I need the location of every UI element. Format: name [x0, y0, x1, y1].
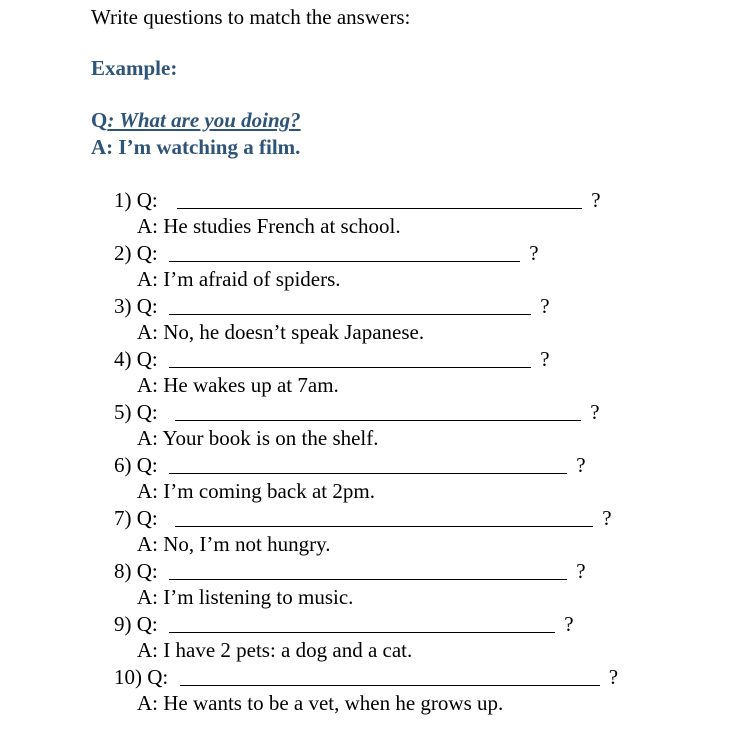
question-number: 4) Q:: [114, 347, 158, 371]
question-mark: ?: [540, 347, 550, 371]
question-line: [114, 452, 586, 478]
question-number: 3) Q:: [114, 294, 158, 318]
exercise-item: [114, 558, 734, 611]
question-line: [114, 240, 539, 266]
answer-text: A: He wakes up at 7am.: [137, 373, 339, 397]
example-q-text: : What are you doing?: [107, 108, 301, 132]
exercise-item: [114, 187, 734, 240]
exercise-item: [114, 293, 734, 346]
answer-text: A: I’m afraid of spiders.: [137, 267, 341, 291]
answer-text: A: No, I’m not hungry.: [137, 532, 331, 556]
question-number: 2) Q:: [114, 241, 158, 265]
answer-text: A: He studies French at school.: [137, 214, 401, 238]
question-mark: ?: [602, 506, 612, 530]
answer-blank[interactable]: [175, 506, 593, 527]
question-number: 6) Q:: [114, 453, 158, 477]
example-answer: A: I’m watching a film.: [91, 135, 301, 159]
exercise-item: [114, 505, 734, 558]
answer-blank[interactable]: [169, 347, 531, 368]
question-mark: ?: [540, 294, 550, 318]
question-number: 1) Q:: [114, 188, 158, 212]
answer-blank[interactable]: [169, 241, 520, 262]
answer-text: A: I’m coming back at 2pm.: [137, 479, 375, 503]
question-line: [114, 558, 586, 584]
answer-text: A: Your book is on the shelf.: [137, 426, 379, 450]
exercise-item: [114, 399, 734, 452]
question-line: [114, 611, 574, 637]
question-number: 8) Q:: [114, 559, 158, 583]
question-line: [114, 187, 601, 213]
exercise-item: [114, 611, 734, 664]
exercise-item: [114, 452, 734, 505]
question-line: [114, 399, 600, 425]
answer-text: A: He wants to be a vet, when he grows up.: [137, 691, 504, 715]
question-line: [114, 505, 612, 531]
answer-blank[interactable]: [169, 294, 531, 315]
question-mark: ?: [576, 559, 586, 583]
exercise-item: [114, 346, 734, 399]
answer-blank[interactable]: [180, 665, 600, 686]
question-mark: ?: [576, 453, 586, 477]
question-number: 9) Q:: [114, 612, 158, 636]
example-q-prefix: Q: [91, 108, 108, 132]
question-number: 7) Q:: [114, 506, 158, 530]
answer-blank[interactable]: [169, 612, 555, 633]
answer-blank[interactable]: [177, 188, 582, 209]
answer-blank[interactable]: [169, 453, 567, 474]
answer-blank[interactable]: [169, 559, 567, 580]
question-number: 5) Q:: [114, 400, 158, 424]
question-mark: ?: [564, 612, 574, 636]
example-label: Example:: [91, 56, 178, 80]
question-mark: ?: [590, 400, 600, 424]
instruction-text: Write questions to match the answers:: [91, 5, 411, 29]
question-line: [114, 664, 618, 690]
example-question: [91, 108, 301, 133]
question-line: [114, 346, 550, 372]
question-mark: ?: [608, 665, 619, 689]
question-line: [114, 293, 550, 319]
question-mark: ?: [529, 241, 539, 265]
exercise-item: [114, 240, 734, 293]
answer-text: A: No, he doesn’t speak Japanese.: [137, 320, 425, 344]
exercise-list: [114, 187, 734, 717]
exercise-item: [114, 664, 734, 717]
answer-text: A: I’m listening to music.: [137, 585, 354, 609]
question-mark: ?: [591, 188, 601, 212]
question-number: 10) Q:: [114, 665, 169, 689]
answer-text: A: I have 2 pets: a dog and a cat.: [137, 638, 413, 662]
answer-blank[interactable]: [175, 400, 581, 421]
